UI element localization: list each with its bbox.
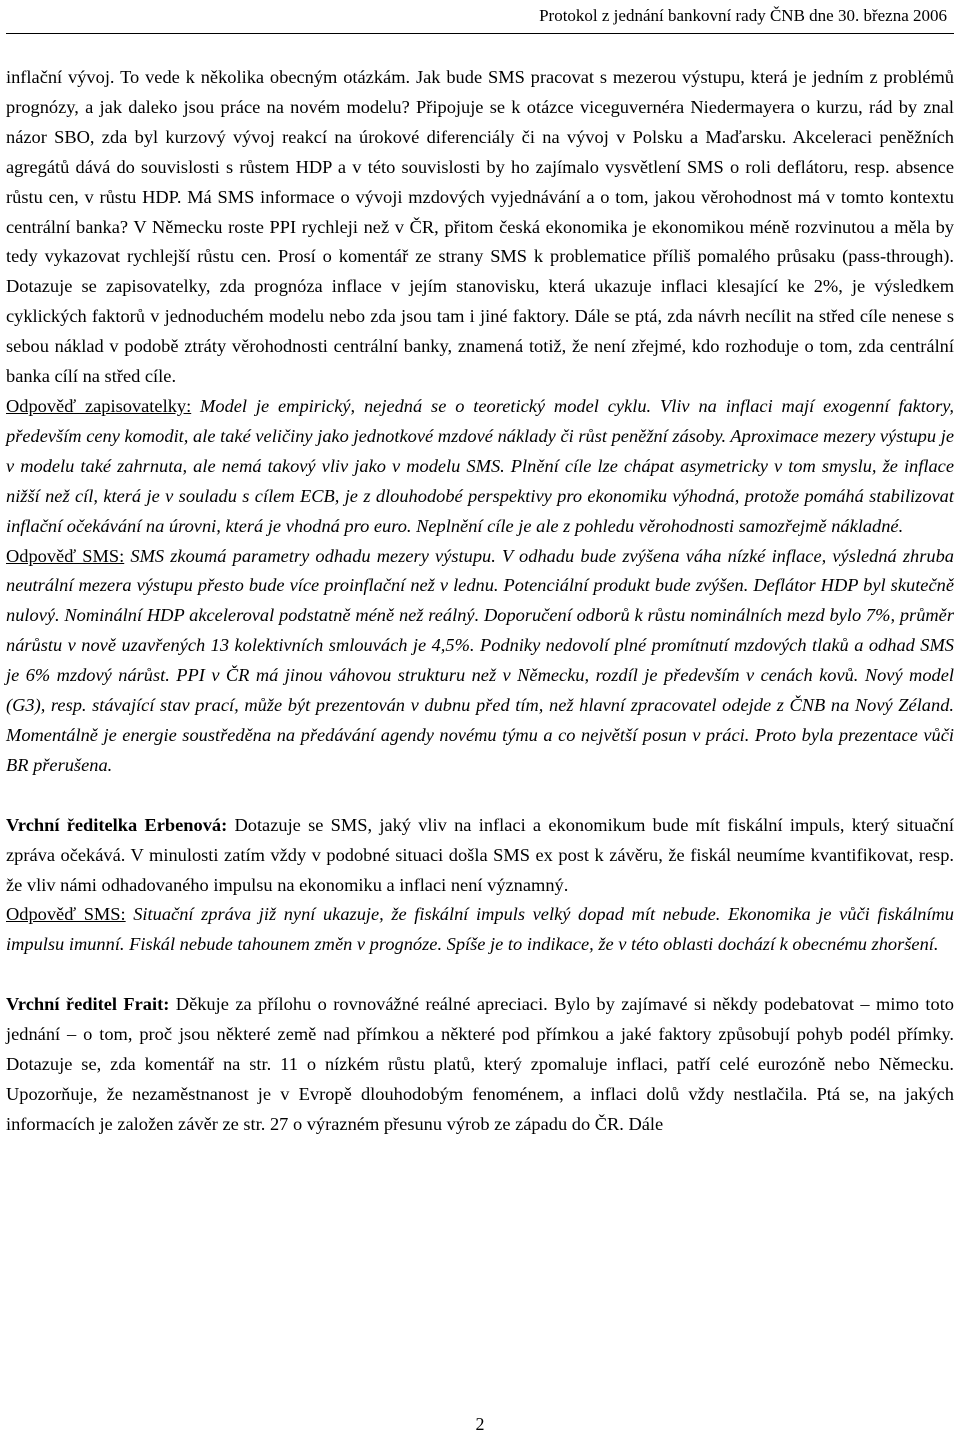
answer-zapisovatelka xyxy=(6,392,954,542)
running-header: Protokol z jednání bankovní rady ČNB dne 30. března 2006 xyxy=(539,6,947,25)
answer-sms xyxy=(6,542,954,781)
paragraph-erbenova xyxy=(6,811,954,901)
answer-text: Situační zpráva již nyní ukazuje, že fiskální impuls velký dopad mít nebude. Ekonomika je vůči fiskálnímu impulsu imunní. Fiskál nebude tahounem změn v prognóze. Spíše je to indikace, že v této oblasti dochází k obecnému zhoršení. xyxy=(6,904,954,955)
speaker-text: Děkuje za přílohu o rovnovážné reálné apreciaci. Bylo by zajímavé si někdy podebatovat – mimo toto jednání – o tom, proč jsou některé země nad přímkou a některé pod přímkou a jaké faktory způsobují pohyb podél přímky. Dotazuje se, zda komentář na str. 11 o nízkém růstu platů, který zpomaluje inflaci, patří celé eurozóně nebo Německu. Upozorňuje, že nezaměstnanost je v Evropě dlouhodobým fenoménem, a inflaci dolů vždy nestlačila. Ptá se, na jakých informacích je založen závěr ze str. 27 o výrazném přesunu výrob ze západu do ČR. Dále xyxy=(6,994,954,1134)
answer-text: SMS zkoumá parametry odhadu mezery výstupu. V odhadu bude zvýšena váha nízké inflace, výsledná zhruba neutrální mezera výstupu přesto bude více proinflační než v lednu. Potenciální produkt bude zvýšen. Deflátor HDP byl skutečně nulový. Nominální HDP akceleroval podstatně méně než reálný. Doporučení odborů k růstu nominálních mezd bylo 7%, průměr nárůstu v nově uzavřených 13 kolektivních smlouvách je 4,5%. Podniky nedovolí plné promítnutí mzdových tlaků a odhad SMS je 6% mzdový nárůst. PPI v ČR má jinou váhovou strukturu než v Německu, rozdíl je především v cenách kovů. Nový model (G3), resp. stávající stav prací, může být prezentován v dubnu před tím, než hlavní zpracovatel odejde z ČNB na Nový Zéland. Momentálně je energie soustředěna na předávání agendy novému týmu a co největší posun v práci. Proto byla prezentace vůči BR přerušena. xyxy=(6,545,954,775)
paragraph-spacer xyxy=(6,960,954,990)
answer-label: Odpověď SMS: xyxy=(6,545,125,566)
answer-label: Odpověď SMS: xyxy=(6,904,126,925)
paragraph-question-text: inflační vývoj. To vede k několika obecným otázkám. Jak bude SMS pracovat s mezerou výstupu, která je jedním z problémů prognózy, a jak daleko jsou práce na novém modelu? Připojuje se k otázce viceguvernéra Niedermayera o kurzu, rád by znal názor SBO, zda byl kurzový vývoj reakcí na úrokové diferenciály či na vývoj v Polsku a Maďarsku. Akceleraci peněžních agregátů dává do souvislosti s růstem HDP a v této souvislosti by ho zajímalo vysvětlení SMS o roli deflátoru, resp. absence růstu cen, v růstu HDP. Má SMS informace o vývoji mzdových vyjednávání a o tom, jakou věrohodnost má v tomto kontextu centrální banka? V Německu roste PPI rychleji než v ČR, přitom česká ekonomika je ekonomikou méně rozvinutou a měla by tedy vykazovat rychlejší růstu cen. Prosí o komentář ze strany SMS k problematice příliš pomalého průsaku (pass-through). Dotazuje se zapisovatelky, zda prognóza inflace v jejím stanovisku, která ukazuje inflaci klesající ke 2%, je výsledkem cyklických faktorů v jednoduchém modelu nebo zda jsou tam i jiné faktory. Dále se ptá, zda návrh necílit na střed cíle nenese s sebou náklad v podobě ztráty věrohodnosti centrální banky, znamená totiž, že není zřejmé, kdo rozhoduje o tom, zda centrální banka cílí na střed cíle. xyxy=(6,67,954,387)
paragraph-question xyxy=(6,63,954,392)
answer-label: Odpověď zapisovatelky: xyxy=(6,395,192,416)
speaker-name: Vrchní ředitel Frait: xyxy=(6,994,170,1015)
speaker-name: Vrchní ředitelka Erbenová: xyxy=(6,814,228,835)
header-rule xyxy=(6,33,954,34)
document-body xyxy=(6,63,954,1140)
page-number: 2 xyxy=(475,1414,485,1434)
paragraph-frait xyxy=(6,990,954,1140)
answer-text: Model je empirický, nejedná se o teoretický model cyklu. Vliv na inflaci mají exogenní faktory, především ceny komodit, ale také veličiny jako jednotkové mzdové náklady či růst peněžní zásoby. Aproximace mezery výstupu je v modelu také zahrnuta, ale nemá takový vliv jako v modelu SMS. Plnění cíle lze chápat asymetricky v tom smyslu, že inflace nižší než cíl, která je v souladu s cílem ECB, je z dlouhodobé perspektivy pro ekonomiku výhodná, protože pomáhá stabilizovat inflační očekávání na úrovni, která je vhodná pro euro. Neplnění cíle je ale z pohledu věrohodnosti samozřejmě nákladné. xyxy=(6,395,954,536)
speaker-text: Dotazuje se SMS, jaký vliv na inflaci a ekonomikum bude mít fiskální impuls, který situační zpráva očekává. V minulosti zatím vždy v podobné situaci došla SMS ex post k závěru, že fiskál neumíme kvantifikovat, resp. že vliv námi odhadovaného impulsu na ekonomiku a inflaci není významný. xyxy=(6,814,954,895)
paragraph-spacer xyxy=(6,781,954,811)
answer-sms-fiscal xyxy=(6,900,954,960)
